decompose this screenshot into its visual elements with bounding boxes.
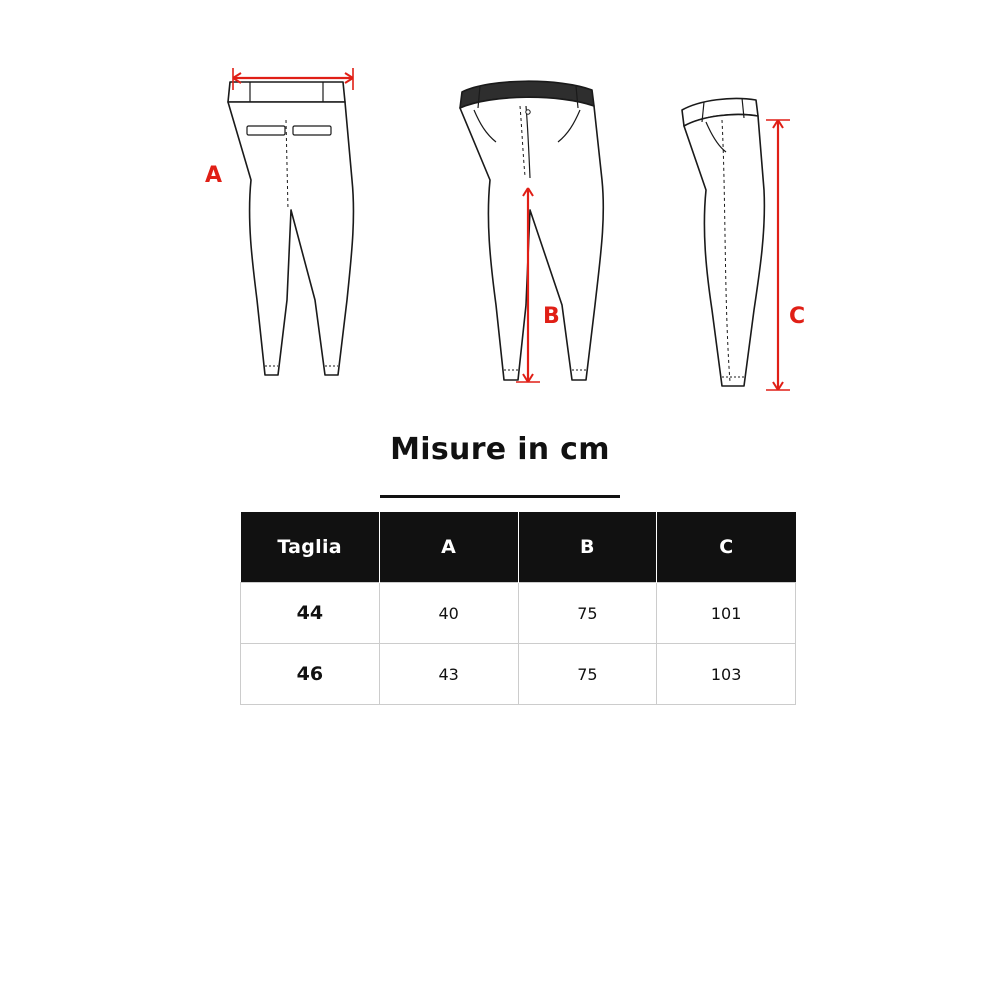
cell-size: 46 (241, 644, 380, 705)
marker-label-b: B (543, 304, 561, 329)
size-table (240, 512, 796, 705)
cell-b: 75 (518, 644, 657, 705)
marker-label-c: C (789, 304, 806, 329)
trousers-front-view (430, 60, 630, 424)
trousers-back-view (175, 60, 395, 424)
size-table-head (241, 512, 796, 583)
title-divider (380, 495, 620, 498)
size-table-body (241, 583, 796, 705)
cell-c: 101 (657, 583, 796, 644)
table-row (241, 644, 796, 705)
illustration-area (0, 60, 1000, 420)
cell-a: 43 (379, 644, 518, 705)
column-header-b: B (518, 512, 657, 583)
page-title: Misure in cm (390, 432, 610, 467)
table-row (241, 583, 796, 644)
dimension-arrow-a (175, 60, 395, 420)
marker-label-a: A (205, 163, 223, 188)
dimension-arrow-b (430, 60, 630, 420)
size-table-wrapper (240, 512, 796, 705)
title-block (0, 432, 1000, 498)
cell-size: 44 (241, 583, 380, 644)
table-header-row (241, 512, 796, 583)
column-header-size: Taglia (241, 512, 380, 583)
cell-a: 40 (379, 583, 518, 644)
cell-b: 75 (518, 583, 657, 644)
column-header-c: C (657, 512, 796, 583)
dimension-arrow-c (660, 60, 850, 420)
cell-c: 103 (657, 644, 796, 705)
trousers-side-view (660, 60, 850, 424)
column-header-a: A (379, 512, 518, 583)
